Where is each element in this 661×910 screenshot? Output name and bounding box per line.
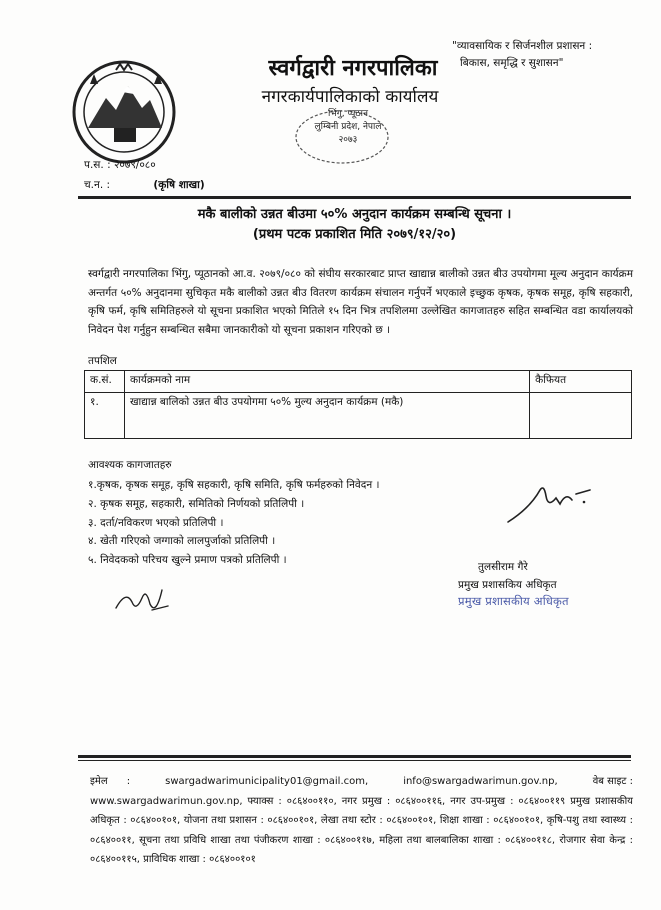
department-name: (कृषि शाखा) bbox=[153, 179, 205, 191]
list-item: १.कृषक, कृषक समूह, कृषि सहकारी, कृषि समिति, कृषि फर्महरुको निवेदन । bbox=[88, 479, 380, 491]
footer-contacts: www.swargadwarimun.gov.np, फ्याक्स : ०८६४००११०, नगर प्रमुख : ०८६४००११६, नगर उप-प्रमुख : ०८६४००११९ प्रमुख प्रशासकीय अधिकृत : ०८६४००१०१, योजना तथा प्रशासन : ०८६४००१०१, लेखा तथा स्टोर : ०८६४००१०१, शिक्षा शाखा : ०८६४००१०१, कृषि-पशु तथा स्वास्थ्य : ०८६४००११, सूचना तथा प्रविधि शाखा तथा पंजीकरण शाखा : ०८६४००११७, महिला तथा बालबालिका शाखा : ०८६४००११८, रोजगार सेवा केन्द्र : ०८६४००११५, प्राविधिक शाखा : ०८६४००१०१ bbox=[90, 795, 633, 866]
municipality-emblem-logo bbox=[70, 58, 178, 166]
list-item: ४. खेती गरिएको जग्गाको लालपुर्जाको प्रतिलिपी । bbox=[88, 535, 276, 548]
footer-divider-top bbox=[78, 755, 631, 758]
signatory-name: तुलसीराम गैरे bbox=[478, 561, 528, 573]
notice-subtitle: (प्रथम पटक प्रकाशित मिति २०७९/१२/२०) bbox=[252, 227, 457, 242]
cell-remarks bbox=[530, 393, 632, 439]
header-remarks: कैफियत bbox=[530, 371, 632, 393]
dispatch-number-line bbox=[84, 178, 205, 192]
email-secondary: info@swargadwarimun.gov.np, bbox=[403, 776, 558, 787]
list-item: २. कृषक समूह, सहकारी, समितिको निर्णयको प्रतिलिपी । bbox=[88, 497, 305, 510]
reference-number: प.स. : २०७९/०८० bbox=[84, 159, 156, 171]
organization-name: स्वर्गद्वारी नगरपालिका bbox=[268, 55, 438, 81]
required-documents-title: आवश्यक कागजातहरु bbox=[88, 459, 172, 471]
footer-email-row bbox=[90, 772, 633, 792]
dispatch-label: च.न. : bbox=[84, 179, 111, 191]
table-header-row bbox=[85, 371, 632, 393]
initials-signature bbox=[112, 580, 172, 618]
signatory-title-stamp: प्रमुख प्रशासकीय अधिकृत bbox=[458, 594, 569, 608]
list-item: ३. दर्ता/नविकरण भएको प्रतिलिपी । bbox=[88, 516, 224, 529]
table-row bbox=[85, 393, 632, 439]
header-program-name: कार्यक्रमको नाम bbox=[124, 371, 529, 393]
footer-divider-bottom bbox=[78, 760, 631, 761]
required-documents-list bbox=[88, 476, 379, 570]
header-divider bbox=[78, 196, 631, 199]
email-label: इमेल : bbox=[90, 776, 131, 787]
contact-footer bbox=[90, 772, 633, 870]
signatory-title: प्रमुख प्रशासकिय अधिकृत bbox=[458, 579, 557, 591]
cell-program-name: खाद्यान्न बालिको उन्नत बीउ उपयोगमा ५०% मुल्य अनुदान कार्यक्रम (मकै) bbox=[124, 393, 529, 439]
website-label: वेब साइट : bbox=[592, 776, 633, 787]
program-table bbox=[84, 370, 632, 439]
notice-title: मकै बालीको उन्नत बीउमा ५०% अनुदान कार्यक्रम सम्बन्धि सूचना । bbox=[197, 207, 512, 222]
email-primary: swargadwarimunicipality01@gmail.com, bbox=[165, 776, 369, 787]
municipality-slogan: "व्यावसायिक र सिर्जनशील प्रशासन : बिकास, समृद्धि र सुशासन" bbox=[452, 40, 593, 69]
notice-body: स्वर्गद्वारी नगरपालिका भिंगु, प्यूठानको आ.व. २०७९/०८० को संघीय सरकारबाट प्राप्त खाद्यान्न बालीको उन्नत बीउ उपयोगमा मूल्य अनुदान कार्यक्रम अन्तर्गत ५०% अनुदानमा सुचिकृत मकै बालीको उन्नत बीउ वितरण कार्यक्रम संचालन गर्नुपर्ने भएकाले इच्छुक कृषक, कृषक समूह, कृषि सहकारी, कृषि फर्म, कृषि समितिहरुले यो सूचना प्रकाशित भएको मितिले १५ दिन भित्र तपशिलमा उल्लेखित कागजातहरु सहित सम्बन्धित वडा कार्यालयको निवेदन पेश गर्नुहुन सम्बन्धित सबैमा जानकारीको यो सूचना प्रकाशन गरिएको छ । bbox=[88, 268, 633, 336]
officer-signature bbox=[500, 478, 600, 528]
header-serial: क.सं. bbox=[85, 371, 125, 393]
office-name: नगरकार्यपालिकाको कार्यालय bbox=[261, 87, 439, 107]
annex-label: तपशिल bbox=[88, 355, 117, 367]
cell-serial: १. bbox=[85, 393, 125, 439]
office-stamp-text: भिंगु, प्यूठान लुम्बिनी प्रदेश, नेपाल २०७३ bbox=[314, 109, 382, 145]
list-item: ५. निवेदकको परिचय खुल्ने प्रमाण पत्रको प्रतिलिपी । bbox=[88, 554, 287, 567]
